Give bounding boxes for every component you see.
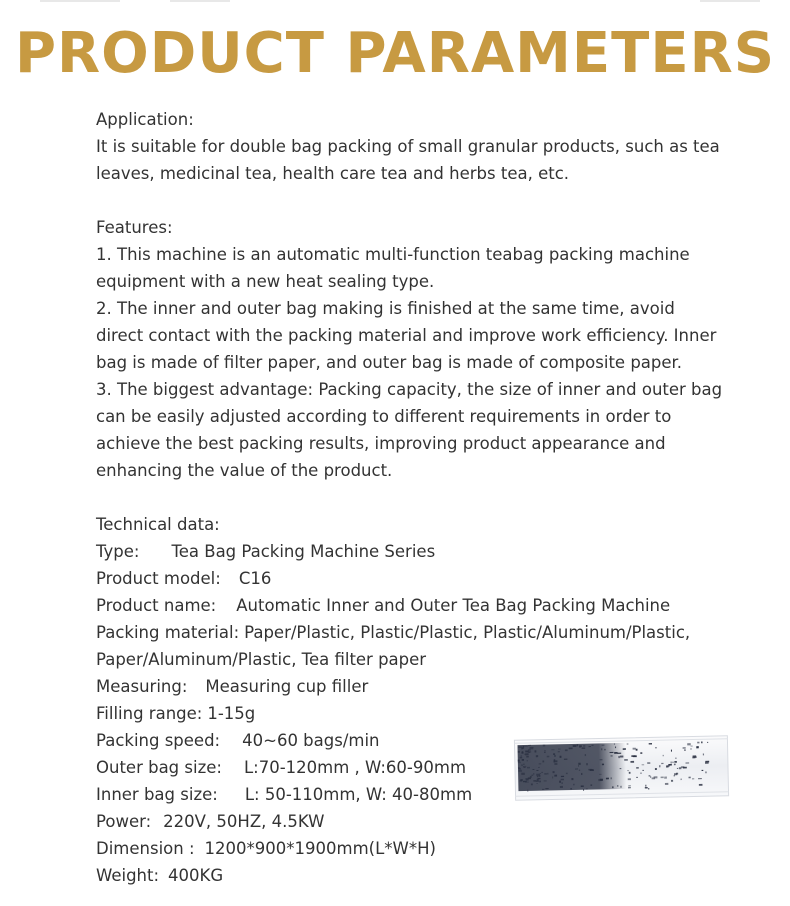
spec-value: L:70-120mm , W:60-90mm xyxy=(243,758,467,777)
spec-row-product-name xyxy=(96,592,726,619)
spec-row-packing-material xyxy=(96,619,726,673)
spec-value: Tea Bag Packing Machine Series xyxy=(171,542,436,561)
top-divider-middle xyxy=(170,0,230,2)
spec-row-measuring xyxy=(96,673,726,700)
spec-value: Automatic Inner and Outer Tea Bag Packing Machine xyxy=(236,596,671,615)
spec-row-product-model xyxy=(96,565,726,592)
spec-row-weight xyxy=(96,862,726,889)
spec-label: Product name: xyxy=(96,596,217,615)
spec-value: Paper/Plastic, Plastic/Plastic, Plastic/Aluminum/Plastic, Paper/Aluminum/Plastic, Tea filter paper xyxy=(96,623,691,669)
top-divider-right xyxy=(700,0,760,2)
features-heading: Features: xyxy=(96,218,173,237)
page-title: PRODUCT PARAMETERS xyxy=(14,21,776,86)
feature-item-3: 3. The biggest advantage: Packing capacity, the size of inner and outer bag can be easily adjusted according to different requirements in order to achieve the best packing results, improving product appearance and enhancing the value of the product. xyxy=(96,380,723,480)
spec-row-dimension xyxy=(96,835,726,862)
spec-label: Outer bag size: xyxy=(96,758,222,777)
application-text: It is suitable for double bag packing of small granular products, such as tea leaves, medicinal tea, health care tea and herbs tea, etc. xyxy=(96,137,720,183)
tea-bag-sample-image xyxy=(513,735,729,801)
spec-label: Type: xyxy=(96,542,140,561)
spec-value: Measuring cup filler xyxy=(205,677,369,696)
spec-value: 220V, 50HZ, 4.5KW xyxy=(163,812,325,831)
section-gap xyxy=(96,484,726,511)
technical-heading: Technical data: xyxy=(96,515,220,534)
feature-item-1: 1. This machine is an automatic multi-function teabag packing machine equipment with a new heat sealing type. xyxy=(96,245,690,291)
spec-label: Power: xyxy=(96,812,152,831)
spec-row-filling-range xyxy=(96,700,726,727)
spec-value: 1-15g xyxy=(207,704,256,723)
spec-label: Packing speed: xyxy=(96,731,221,750)
spec-label: Measuring: xyxy=(96,677,188,696)
spec-row-type xyxy=(96,538,726,565)
spec-value: 1200*900*1900mm(L*W*H) xyxy=(204,839,436,858)
spec-value: 400KG xyxy=(168,866,224,885)
spec-row-power xyxy=(96,808,726,835)
spec-label: Inner bag size: xyxy=(96,785,218,804)
spec-label: Packing material: xyxy=(96,623,240,642)
feature-item-2: 2. The inner and outer bag making is finished at the same time, avoid direct contact with the packing material and improve work efficiency. Inner bag is made of filter paper, and outer bag is made of composite paper. xyxy=(96,299,717,372)
top-divider-left xyxy=(40,0,120,2)
spec-label: Filling range: xyxy=(96,704,203,723)
spec-label: Dimension : xyxy=(96,839,195,858)
spec-value: L: 50-110mm, W: 40-80mm xyxy=(244,785,473,804)
section-gap xyxy=(96,187,726,214)
spec-label: Weight: xyxy=(96,866,160,885)
spec-value: 40~60 bags/min xyxy=(242,731,380,750)
application-heading: Application: xyxy=(96,110,194,129)
spec-label: Product model: xyxy=(96,569,221,588)
spec-value: C16 xyxy=(238,569,272,588)
